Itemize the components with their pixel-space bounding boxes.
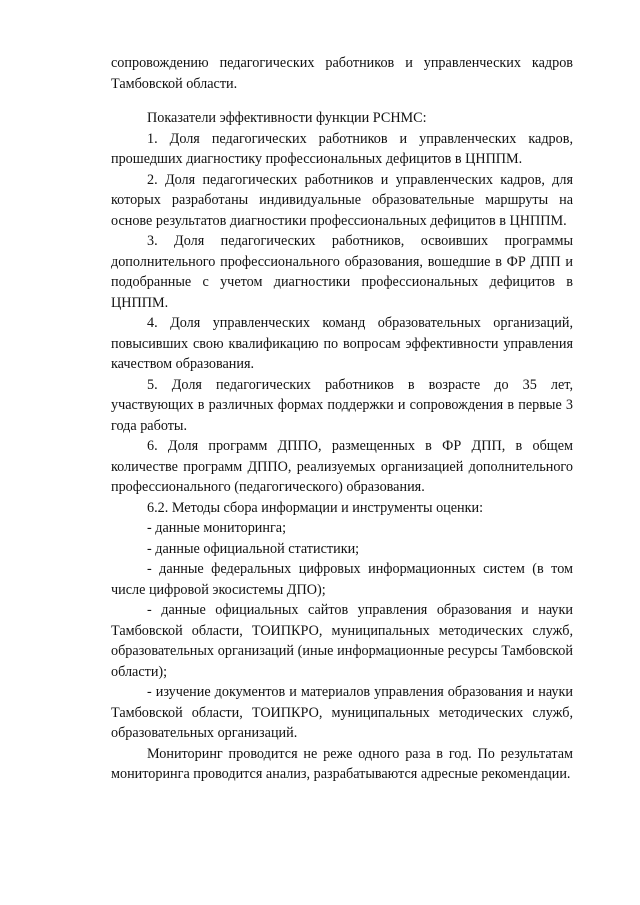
- indicator-item-5: 5. Доля педагогических работников в возрасте до 35 лет, участвующих в различных формах поддержки и сопровождения в первые 3 года работы.: [111, 376, 573, 434]
- paragraph-monitoring-frequency: Мониторинг проводится не реже одного раза в год. По результатам мониторинга проводится анализ, разрабатываются адресные рекомендации.: [111, 745, 573, 782]
- indicator-item-3: 3. Доля педагогических работников, освоивших программы дополнительного профессионального образования, вошедшие в ФР ДПП и подобранные с учетом диагностики профессиональных дефицитов в ЦНППМ.: [111, 233, 573, 311]
- paragraph-intro-continuation: сопровождению педагогических работников и управленческих кадров Тамбовской области.: [111, 55, 573, 92]
- method-item-monitoring: - данные мониторинга;: [147, 520, 287, 536]
- indicator-item-6: 6. Доля программ ДППО, размещенных в ФР ДПП, в общем количестве программ ДППО, реализуемых организацией дополнительного профессионального (педагогического) образования.: [111, 438, 573, 495]
- method-item-federal-systems: - данные федеральных цифровых информационных систем (в том числе цифровой экосистемы ДПО);: [111, 561, 573, 598]
- method-item-official-sites: - данные официальных сайтов управления образования и науки Тамбовской области, ТОИПКРО, муниципальных методических служб, образовательных организаций (иные информационные ресурсы Тамбовской области);: [111, 602, 573, 680]
- document-body: [111, 53, 573, 785]
- section-methods-heading: 6.2. Методы сбора информации и инструменты оценки:: [147, 499, 484, 516]
- paragraph-indicators-heading: Показатели эффективности функции РСНМС:: [147, 110, 427, 126]
- indicator-item-1: 1. Доля педагогических работников и управленческих кадров, прошедших диагностику профессиональных дефицитов в ЦНППМ.: [111, 130, 573, 167]
- indicator-item-2: 2. Доля педагогических работников и управленческих кадров, для которых разработаны индивидуальные образовательные маршруты на основе результатов диагностики профессиональных дефицитов в ЦНППМ.: [111, 171, 573, 229]
- indicator-item-4: 4. Доля управленческих команд образовательных организаций, повысивших свою квалификацию по вопросам эффективности управления качеством образования.: [111, 315, 573, 372]
- method-item-documents: - изучение документов и материалов управления образования и науки Тамбовской области, ТОИПКРО, муниципальных методических служб, образовательных организаций.: [111, 684, 573, 741]
- method-item-statistics: - данные официальной статистики;: [147, 540, 360, 557]
